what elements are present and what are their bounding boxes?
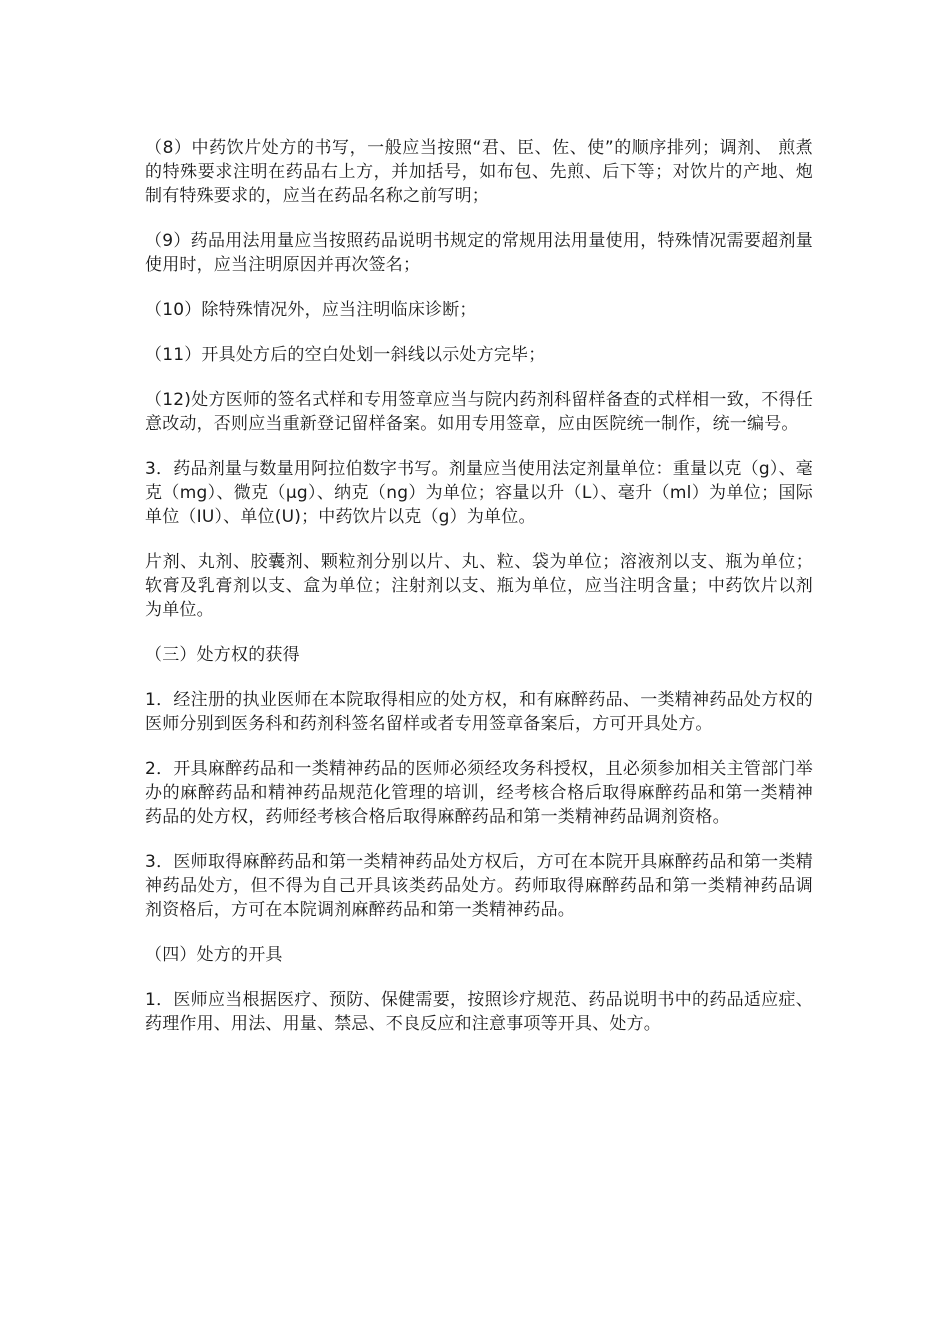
document-body <box>145 136 813 1057</box>
paragraph-item-12: （12)处方医师的签名式样和专用签章应当与院内药剂科留样备查的式样相一致，不得任意改动，否则应当重新登记留样备案。如用专用签章，应由医院统一制作，统一编号。 <box>145 390 813 434</box>
paragraph-dosage-units: 3．药品剂量与数量用阿拉伯数字书写。剂量应当使用法定剂量单位：重量以克（g）、毫克（mg）、微克（μg）、纳克（ng）为单位；容量以升（L）、毫升（ml）为单位；国际单位（IU）、单位(U)；中药饮片以克（g）为单位。 <box>145 459 813 527</box>
paragraph-item-11: （11）开具处方后的空白处划一斜线以示处方完毕； <box>145 345 546 365</box>
paragraph-item-8: （8）中药饮片处方的书写，一般应当按照“君、臣、佐、使”的顺序排列；调剂、 煎煮的特殊要求注明在药品右上方，并加括号，如布包、先煎、后下等；对饮片的产地、炮制有特殊要求的，应当在药品名称之前写明； <box>145 138 813 206</box>
paragraph-rights-2: 2．开具麻醉药品和一类精神药品的医师必须经攻务科授权，且必须参加相关主管部门举办的麻醉药品和精神药品规范化管理的培训，经考核合格后取得麻醉药品和第一类精神药品的处方权，药师经考核合格后取得麻醉药品和第一类精神药品调剂资格。 <box>145 759 813 827</box>
paragraph-rights-1: 1．经注册的执业医师在本院取得相应的处方权，和有麻醉药品、一类精神药品处方权的医师分别到医务科和药剂科签名留样或者专用签章备案后，方可开具处方。 <box>145 690 813 734</box>
paragraph-quantity-units: 片剂、丸剂、胶囊剂、颗粒剂分别以片、丸、粒、袋为单位；溶液剂以支、瓶为单位；软膏及乳膏剂以支、盒为单位；注射剂以支、瓶为单位，应当注明含量；中药饮片以剂为单位。 <box>145 552 813 620</box>
paragraph-rights-3: 3．医师取得麻醉药品和第一类精神药品处方权后，方可在本院开具麻醉药品和第一类精神药品处方，但不得为自己开具该类药品处方。药师取得麻醉药品和第一类精神药品调剂资格后，方可在本院调剂麻醉药品和第一类精神药品。 <box>145 852 813 920</box>
paragraph-item-9: （9）药品用法用量应当按照药品说明书规定的常规用法用量使用，特殊情况需要超剂量使用时，应当注明原因并再次签名； <box>145 231 813 275</box>
paragraph-issuing-1: 1．医师应当根据医疗、预防、保健需要，按照诊疗规范、药品说明书中的药品适应症、药理作用、用法、用量、禁忌、不良反应和注意事项等开具、处方。 <box>145 990 813 1034</box>
paragraph-item-10: （10）除特殊情况外，应当注明临床诊断； <box>145 300 477 320</box>
section-heading-prescription-issuing: （四）处方的开具 <box>145 945 283 965</box>
section-heading-prescription-rights: （三）处方权的获得 <box>145 645 300 665</box>
